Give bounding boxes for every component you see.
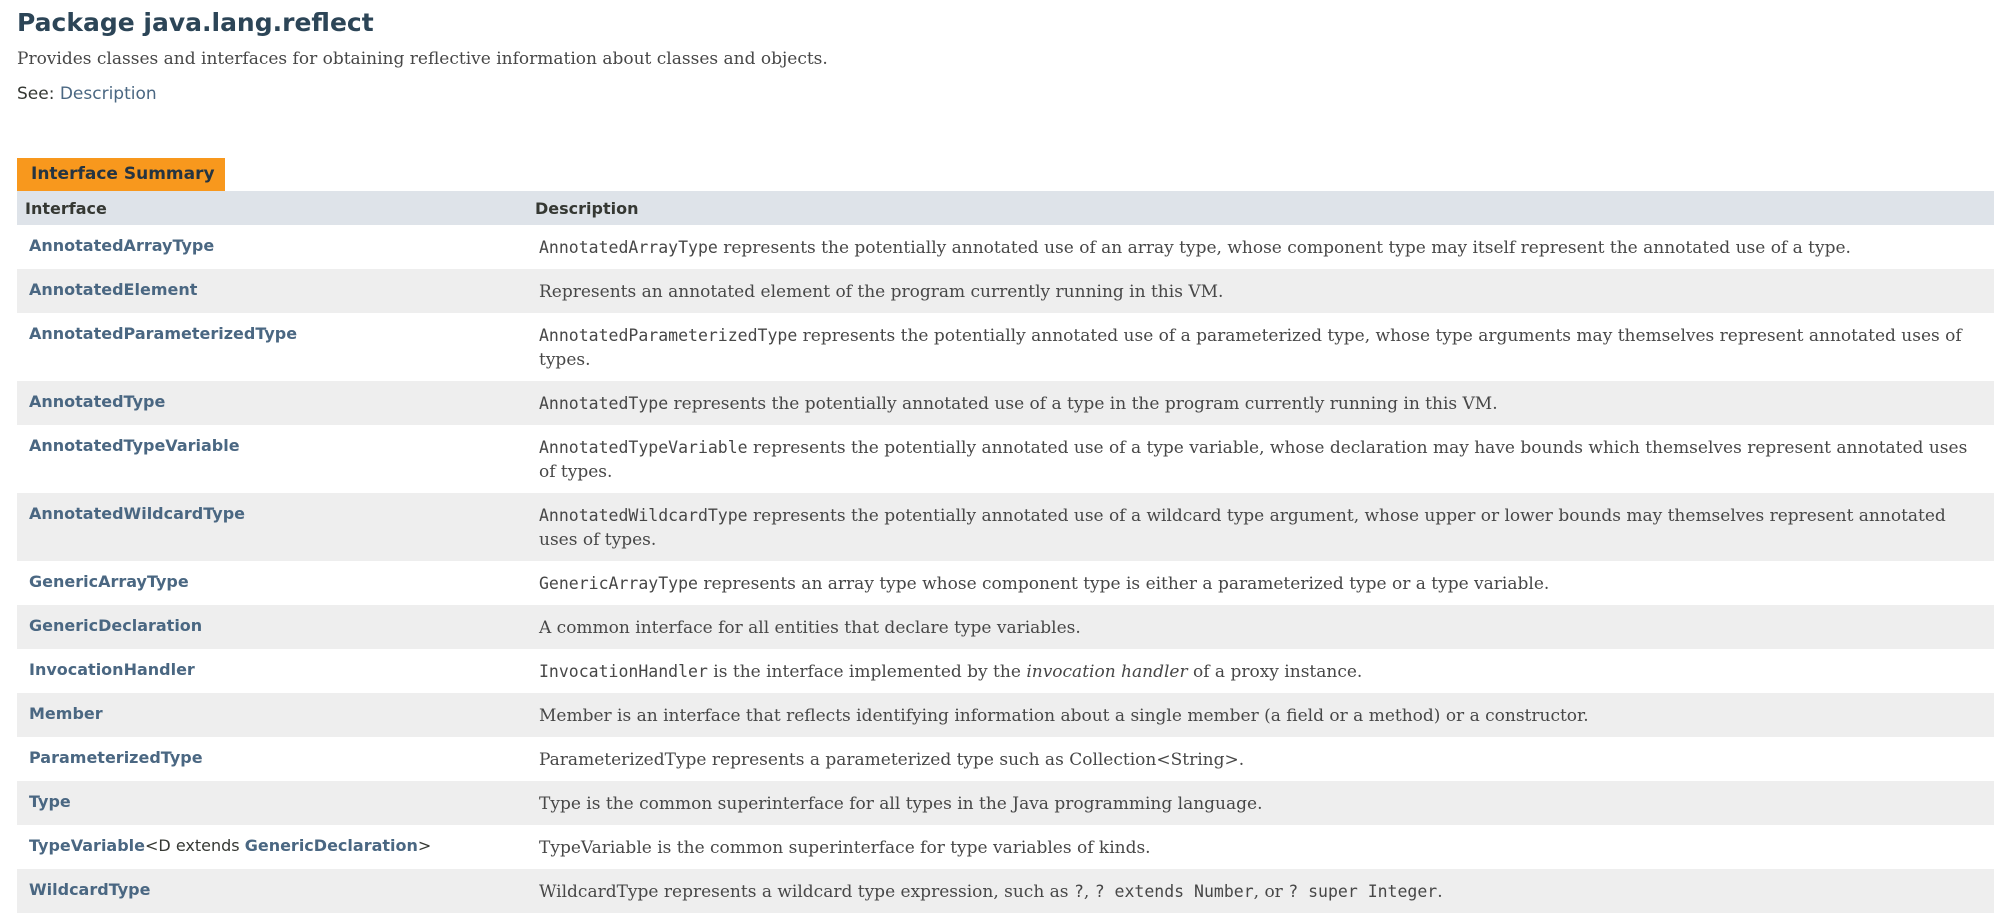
- description-cell: [527, 693, 1994, 737]
- interface-link[interactable]: Type: [29, 792, 71, 811]
- description-text: represents the potentially annotated use of a wildcard type argument, whose upper or lower bounds may themselves represent annotated uses of types.: [539, 506, 1946, 550]
- code-text: InvocationHandler: [539, 662, 708, 681]
- code-text: AnnotatedType: [539, 394, 669, 413]
- description-cell: [527, 493, 1994, 561]
- interface-cell: [17, 737, 527, 781]
- description-cell: [527, 781, 1994, 825]
- description-cell: [527, 561, 1994, 605]
- description-text: represents the potentially annotated use of a parameterized type, whose type arguments may themselves represent annotated uses of types.: [539, 326, 1962, 370]
- interface-cell: [17, 693, 527, 737]
- description-cell: [527, 825, 1994, 869]
- separator-text: ,: [1083, 882, 1095, 902]
- code-text: GenericArrayType: [539, 574, 698, 593]
- interface-cell: [17, 869, 527, 913]
- page-title: Package java.lang.reflect: [17, 8, 374, 37]
- code-text: AnnotatedArrayType: [539, 238, 718, 257]
- description-cell: [527, 425, 1994, 493]
- description-cell: [527, 605, 1994, 649]
- interface-link[interactable]: InvocationHandler: [29, 660, 195, 679]
- interface-cell: [17, 781, 527, 825]
- column-header-description: Description: [527, 191, 1994, 225]
- interface-link[interactable]: AnnotatedTypeVariable: [29, 436, 240, 455]
- description-cell: [527, 737, 1994, 781]
- description-text: Represents an annotated element of the program currently running in this VM.: [539, 282, 1224, 302]
- interface-summary-table: [17, 191, 1994, 913]
- description-cell: [527, 649, 1994, 693]
- interface-cell: [17, 605, 527, 649]
- type-parameter-close: >: [417, 836, 432, 855]
- description-text: is the interface implemented by the: [707, 662, 1027, 682]
- interface-link[interactable]: TypeVariable: [29, 836, 146, 855]
- see-line: [17, 84, 157, 104]
- table-row: [17, 381, 1994, 425]
- description-text: WildcardType represents a wildcard type expression, such as: [539, 882, 1074, 902]
- interface-cell: [17, 825, 527, 869]
- description-cell: [527, 869, 1994, 913]
- code-text: AnnotatedWildcardType: [539, 506, 748, 525]
- description-text: of a proxy instance.: [1187, 662, 1363, 682]
- interface-summary: [17, 158, 1994, 913]
- description-text: TypeVariable is the common superinterface for type variables of kinds.: [539, 838, 1151, 858]
- interface-cell: [17, 561, 527, 605]
- interface-cell: [17, 493, 527, 561]
- interface-summary-caption: Interface Summary: [17, 158, 225, 191]
- code-text: ?: [1073, 882, 1084, 901]
- interface-link[interactable]: WildcardType: [29, 880, 151, 899]
- table-row: [17, 869, 1994, 913]
- table-row: [17, 561, 1994, 605]
- interface-link[interactable]: ParameterizedType: [29, 748, 203, 767]
- interface-link[interactable]: AnnotatedType: [29, 392, 166, 411]
- table-row: [17, 313, 1994, 381]
- interface-cell: [17, 225, 527, 269]
- separator-text: , or: [1253, 882, 1289, 902]
- interface-cell: [17, 381, 527, 425]
- code-text: AnnotatedTypeVariable: [539, 438, 748, 457]
- table-row: [17, 693, 1994, 737]
- description-text: ParameterizedType represents a parameterized type such as Collection<String>.: [539, 750, 1245, 770]
- description-text: represents the potentially annotated use of a type variable, whose declaration may have bounds which themselves represent annotated uses of types.: [539, 438, 1968, 482]
- emphasis-text: invocation handler: [1026, 662, 1188, 682]
- code-text: ? super Integer: [1288, 882, 1438, 901]
- description-cell: [527, 269, 1994, 313]
- table-row: [17, 781, 1994, 825]
- code-text: AnnotatedParameterizedType: [539, 326, 798, 345]
- interface-link[interactable]: Member: [29, 704, 103, 723]
- see-label: See:: [17, 84, 55, 104]
- description-cell: [527, 225, 1994, 269]
- description-text: .: [1437, 882, 1443, 902]
- generic-declaration-link[interactable]: GenericDeclaration: [244, 836, 418, 855]
- table-header-row: [17, 191, 1994, 225]
- interface-cell: [17, 269, 527, 313]
- description-text: represents an array type whose component type is either a parameterized type or a type variable.: [697, 574, 1550, 594]
- table-row: [17, 649, 1994, 693]
- interface-link[interactable]: AnnotatedWildcardType: [29, 504, 245, 523]
- table-row: [17, 605, 1994, 649]
- interface-link[interactable]: AnnotatedElement: [29, 280, 198, 299]
- description-text: Member is an interface that reflects identifying information about a single member (a field or a method) or a constructor.: [539, 706, 1589, 726]
- table-row: [17, 737, 1994, 781]
- table-row: [17, 825, 1994, 869]
- type-parameter-text: <D extends: [145, 836, 245, 855]
- description-text: represents the potentially annotated use of a type in the program currently running in this VM.: [668, 394, 1498, 414]
- interface-link[interactable]: AnnotatedArrayType: [29, 236, 215, 255]
- table-row: [17, 425, 1994, 493]
- interface-link[interactable]: AnnotatedParameterizedType: [29, 324, 298, 343]
- description-text: A common interface for all entities that declare type variables.: [539, 618, 1081, 638]
- table-row: [17, 269, 1994, 313]
- interface-cell: [17, 425, 527, 493]
- interface-link[interactable]: GenericArrayType: [29, 572, 189, 591]
- description-link[interactable]: Description: [59, 84, 157, 104]
- package-summary: Provides classes and interfaces for obtaining reflective information about classes and objects.: [17, 49, 828, 69]
- interface-cell: [17, 313, 527, 381]
- description-text: Type is the common superinterface for all types in the Java programming language.: [539, 794, 1263, 814]
- description-cell: [527, 381, 1994, 425]
- description-cell: [527, 313, 1994, 381]
- interface-link[interactable]: GenericDeclaration: [29, 616, 203, 635]
- table-row: [17, 493, 1994, 561]
- table-row: [17, 225, 1994, 269]
- interface-cell: [17, 649, 527, 693]
- column-header-interface: Interface: [17, 191, 527, 225]
- description-text: represents the potentially annotated use of an array type, whose component type may itself represent the annotated use of a type.: [717, 238, 1851, 258]
- code-text: ? extends Number: [1094, 882, 1254, 901]
